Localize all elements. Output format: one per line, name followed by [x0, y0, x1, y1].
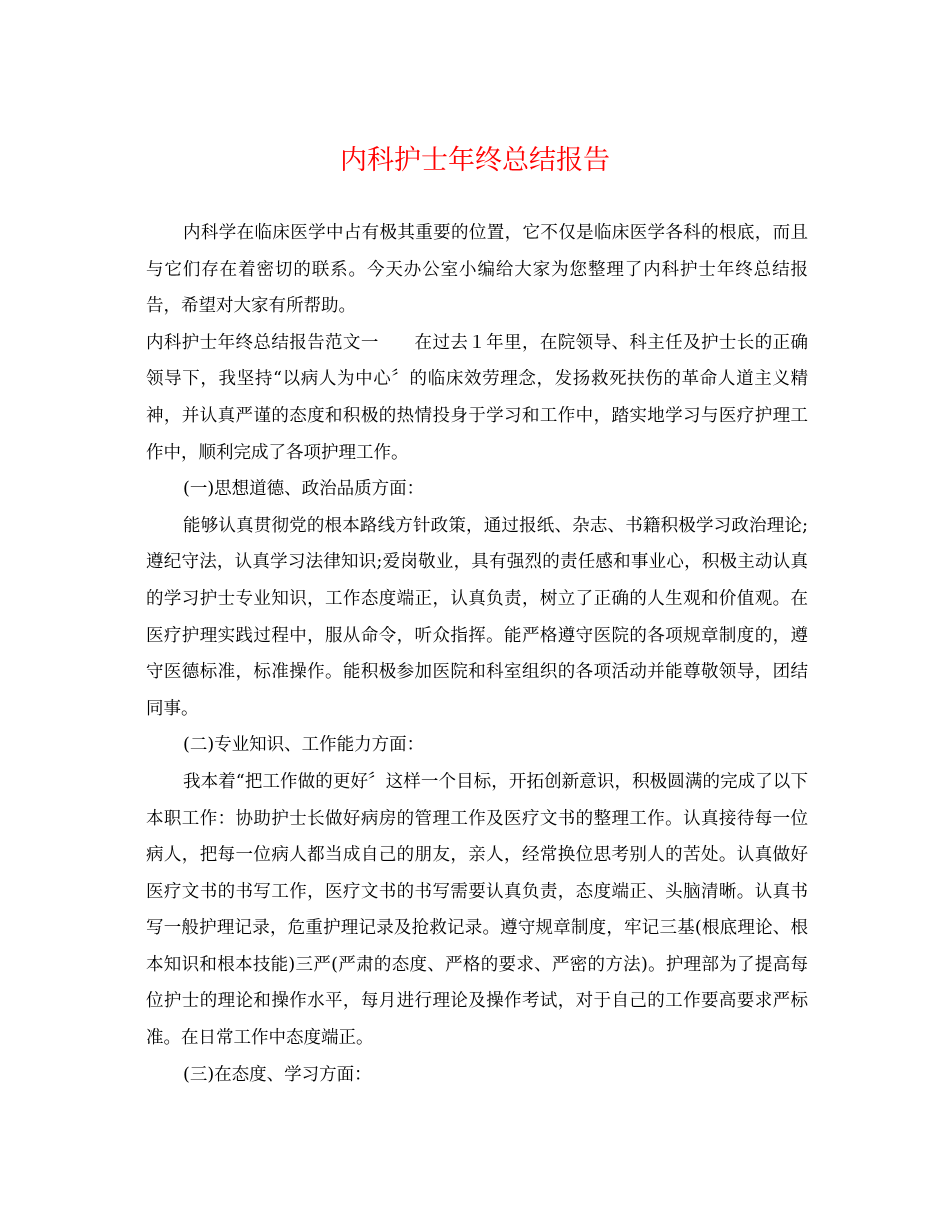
- section-heading-ethics: (一)思想道德、政治品质方面：: [183, 479, 425, 500]
- paragraph-intro: 内科学在临床医学中占有极其重要的位置，它不仅是临床医学各科的根底，而且与它们存在着密切的联系。今天办公室小编给大家为您整理了内科护士年终总结报告，希望对大家有所帮助。: [146, 223, 808, 317]
- paragraph-professional: 我本着“把工作做的更好〞这样一个目标，开拓创新意识，积极圆满的完成了以下本职工作：协助护士长做好病房的管理工作及医疗文书的整理工作。认真接待每一位病人，把每一位病人都当成自己的朋友，亲人，经常换位思考别人的苦处。认真做好医疗文书的书写工作，医疗文书的书写需要认真负责，态度端正、头脑清晰。认真书写一般护理记录，危重护理记录及抢救记录。遵守规章制度，牢记三基(根底理论、根本知识和根本技能)三严(严肃的态度、严格的要求、严密的方法)。护理部为了提高每位护士的理论和操作水平，每月进行理论及操作考试，对于自己的工作要高要求严标准。在日常工作中态度端正。: [146, 771, 808, 1049]
- document-title: 内科护士年终总结报告: [340, 145, 610, 176]
- document-body: [146, 215, 808, 1093]
- paragraph-sample-one: 内科护士年终总结报告范文一 在过去１年里，在院领导、科主任及护士长的正确领导下，我坚持“以病人为中心〞的临床效劳理念，发扬救死扶伤的革命人道主义精神，并认真严谨的态度和积极的热情投身于学习和工作中，踏实地学习与医疗护理工作中，顺利完成了各项护理工作。: [146, 332, 808, 463]
- section-heading-attitude: (三)在态度、学习方面：: [183, 1064, 372, 1085]
- section-heading-professional: (二)专业知识、工作能力方面：: [183, 735, 425, 756]
- paragraph-ethics: 能够认真贯彻党的根本路线方针政策，通过报纸、杂志、书籍积极学习政治理论;遵纪守法，认真学习法律知识;爱岗敬业，具有强烈的责任感和事业心，积极主动认真的学习护士专业知识，工作态度端正，认真负责，树立了正确的人生观和价值观。在医疗护理实践过程中，服从命令，听众指挥。能严格遵守医院的各项规章制度的，遵守医德标准，标准操作。能积极参加医院和科室组织的各项活动并能尊敬领导，团结同事。: [146, 515, 808, 719]
